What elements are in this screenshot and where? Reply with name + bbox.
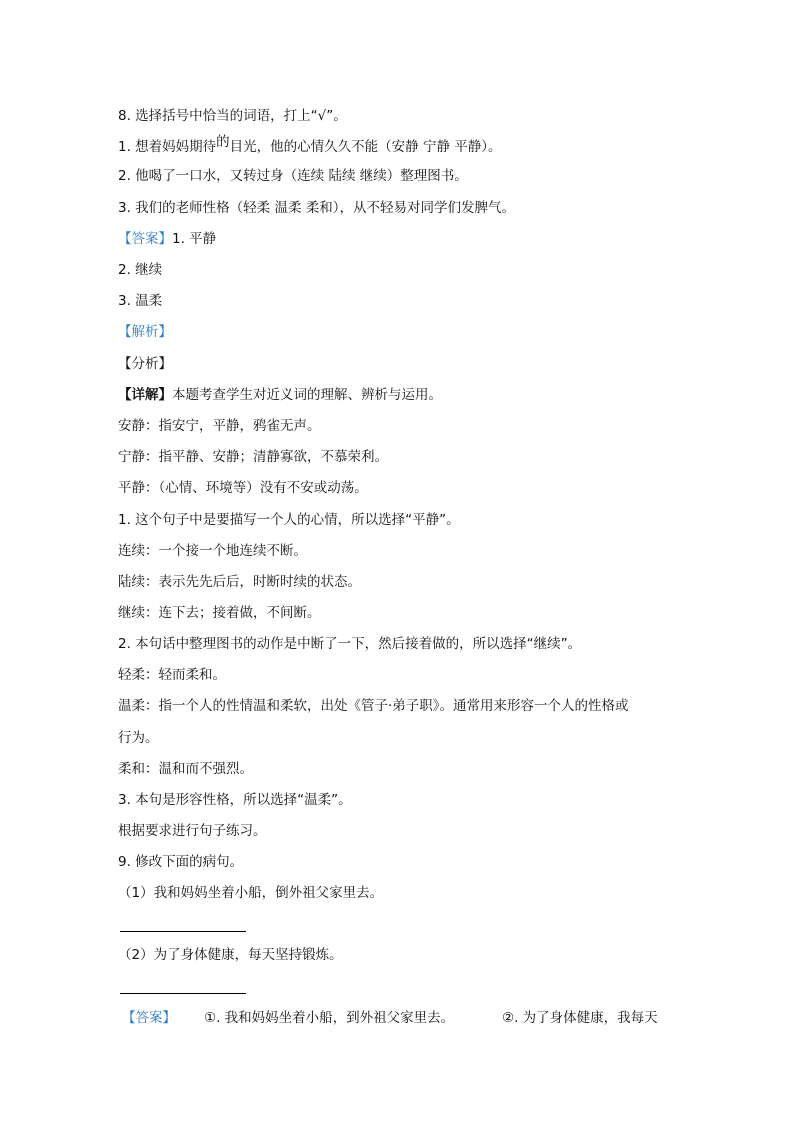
q9-title: 9. 修改下面的病句。 [118, 854, 244, 870]
answer-blank-1[interactable] [120, 931, 246, 932]
answer-blank-2[interactable] [120, 993, 246, 994]
answer-2: 2. 继续 [118, 262, 163, 278]
q8-answer-line [118, 229, 216, 249]
answer-tag: 【答案】 [118, 231, 172, 247]
detail-text: 本题考查学生对近义词的理解、辨析与运用。 [172, 387, 442, 403]
q8-sentence-1-a: 1. 想着妈妈期待 [118, 139, 217, 155]
explain-line: 2. 本句话中整理图书的动作是中断了一下，然后接着做的，所以选择“继续”。 [118, 636, 582, 652]
q9-answer-tag: 【答案】 [122, 1010, 176, 1026]
fenxi-tag: 【分析】 [118, 356, 172, 372]
explain-line: 连续：一个接一个地连续不断。 [118, 543, 307, 559]
explain-line: 陆续：表示先先后后，时断时续的状态。 [118, 574, 361, 590]
explain-line: 3. 本句是形容性格，所以选择“温柔”。 [118, 792, 352, 808]
explain-line: 柔和：温和而不强烈。 [118, 761, 253, 777]
answer-1: 1. 平静 [172, 231, 217, 247]
q9-item-2: （2）为了身体健康，每天坚持锻炼。 [118, 947, 343, 963]
q8-sentence-2: 2. 他喝了一口水，又转过身（连续 陆续 继续）整理图书。 [118, 168, 468, 184]
q8-sentence-3: 3. 我们的老师性格（轻柔 温柔 柔和），从不轻易对同学们发脾气。 [118, 200, 516, 216]
explain-line: 轻柔：轻而柔和。 [118, 667, 226, 683]
q9-answer-2: ②. 为了身体健康，我每天 [502, 1010, 658, 1026]
q8-sentence-1 [118, 134, 502, 157]
explain-line: 1. 这个句子中是要描写一个人的心情，所以选择“平静”。 [118, 512, 460, 528]
analysis-tag: 【解析】 [118, 324, 172, 340]
explain-line: 宁静：指平静、安静；清静寡欲，不慕荣利。 [118, 449, 388, 465]
explain-line: 温柔：指一个人的性情温和柔软，出处《管子·弟子职》。通常用来形容一个人的性格或 [118, 698, 629, 714]
q9-item-1: （1）我和妈妈坐着小船，倒外祖父家里去。 [118, 885, 384, 901]
explain-line: 根据要求进行句子练习。 [118, 823, 267, 839]
explain-line: 继续：连下去；接着做，不间断。 [118, 605, 321, 621]
q8-sentence-1-sup: 的 [216, 134, 230, 150]
q9-answer-1: ①. 我和妈妈坐着小船，到外祖父家里去。 [204, 1010, 455, 1026]
explain-line: 行为。 [118, 730, 159, 746]
detail-tag: 【详解】 [118, 387, 172, 403]
answer-3: 3. 温柔 [118, 293, 163, 309]
q8-title: 8. 选择括号中恰当的词语，打上“√”。 [118, 108, 347, 124]
detail-line [118, 385, 442, 405]
q8-sentence-1-b: 目光，他的心情久久不能（安静 宁静 平静）。 [229, 139, 502, 155]
explain-line: 安静：指安宁，平静，鸦雀无声。 [118, 418, 321, 434]
explain-line: 平静：（心情、环境等）没有不安或动荡。 [118, 480, 368, 496]
